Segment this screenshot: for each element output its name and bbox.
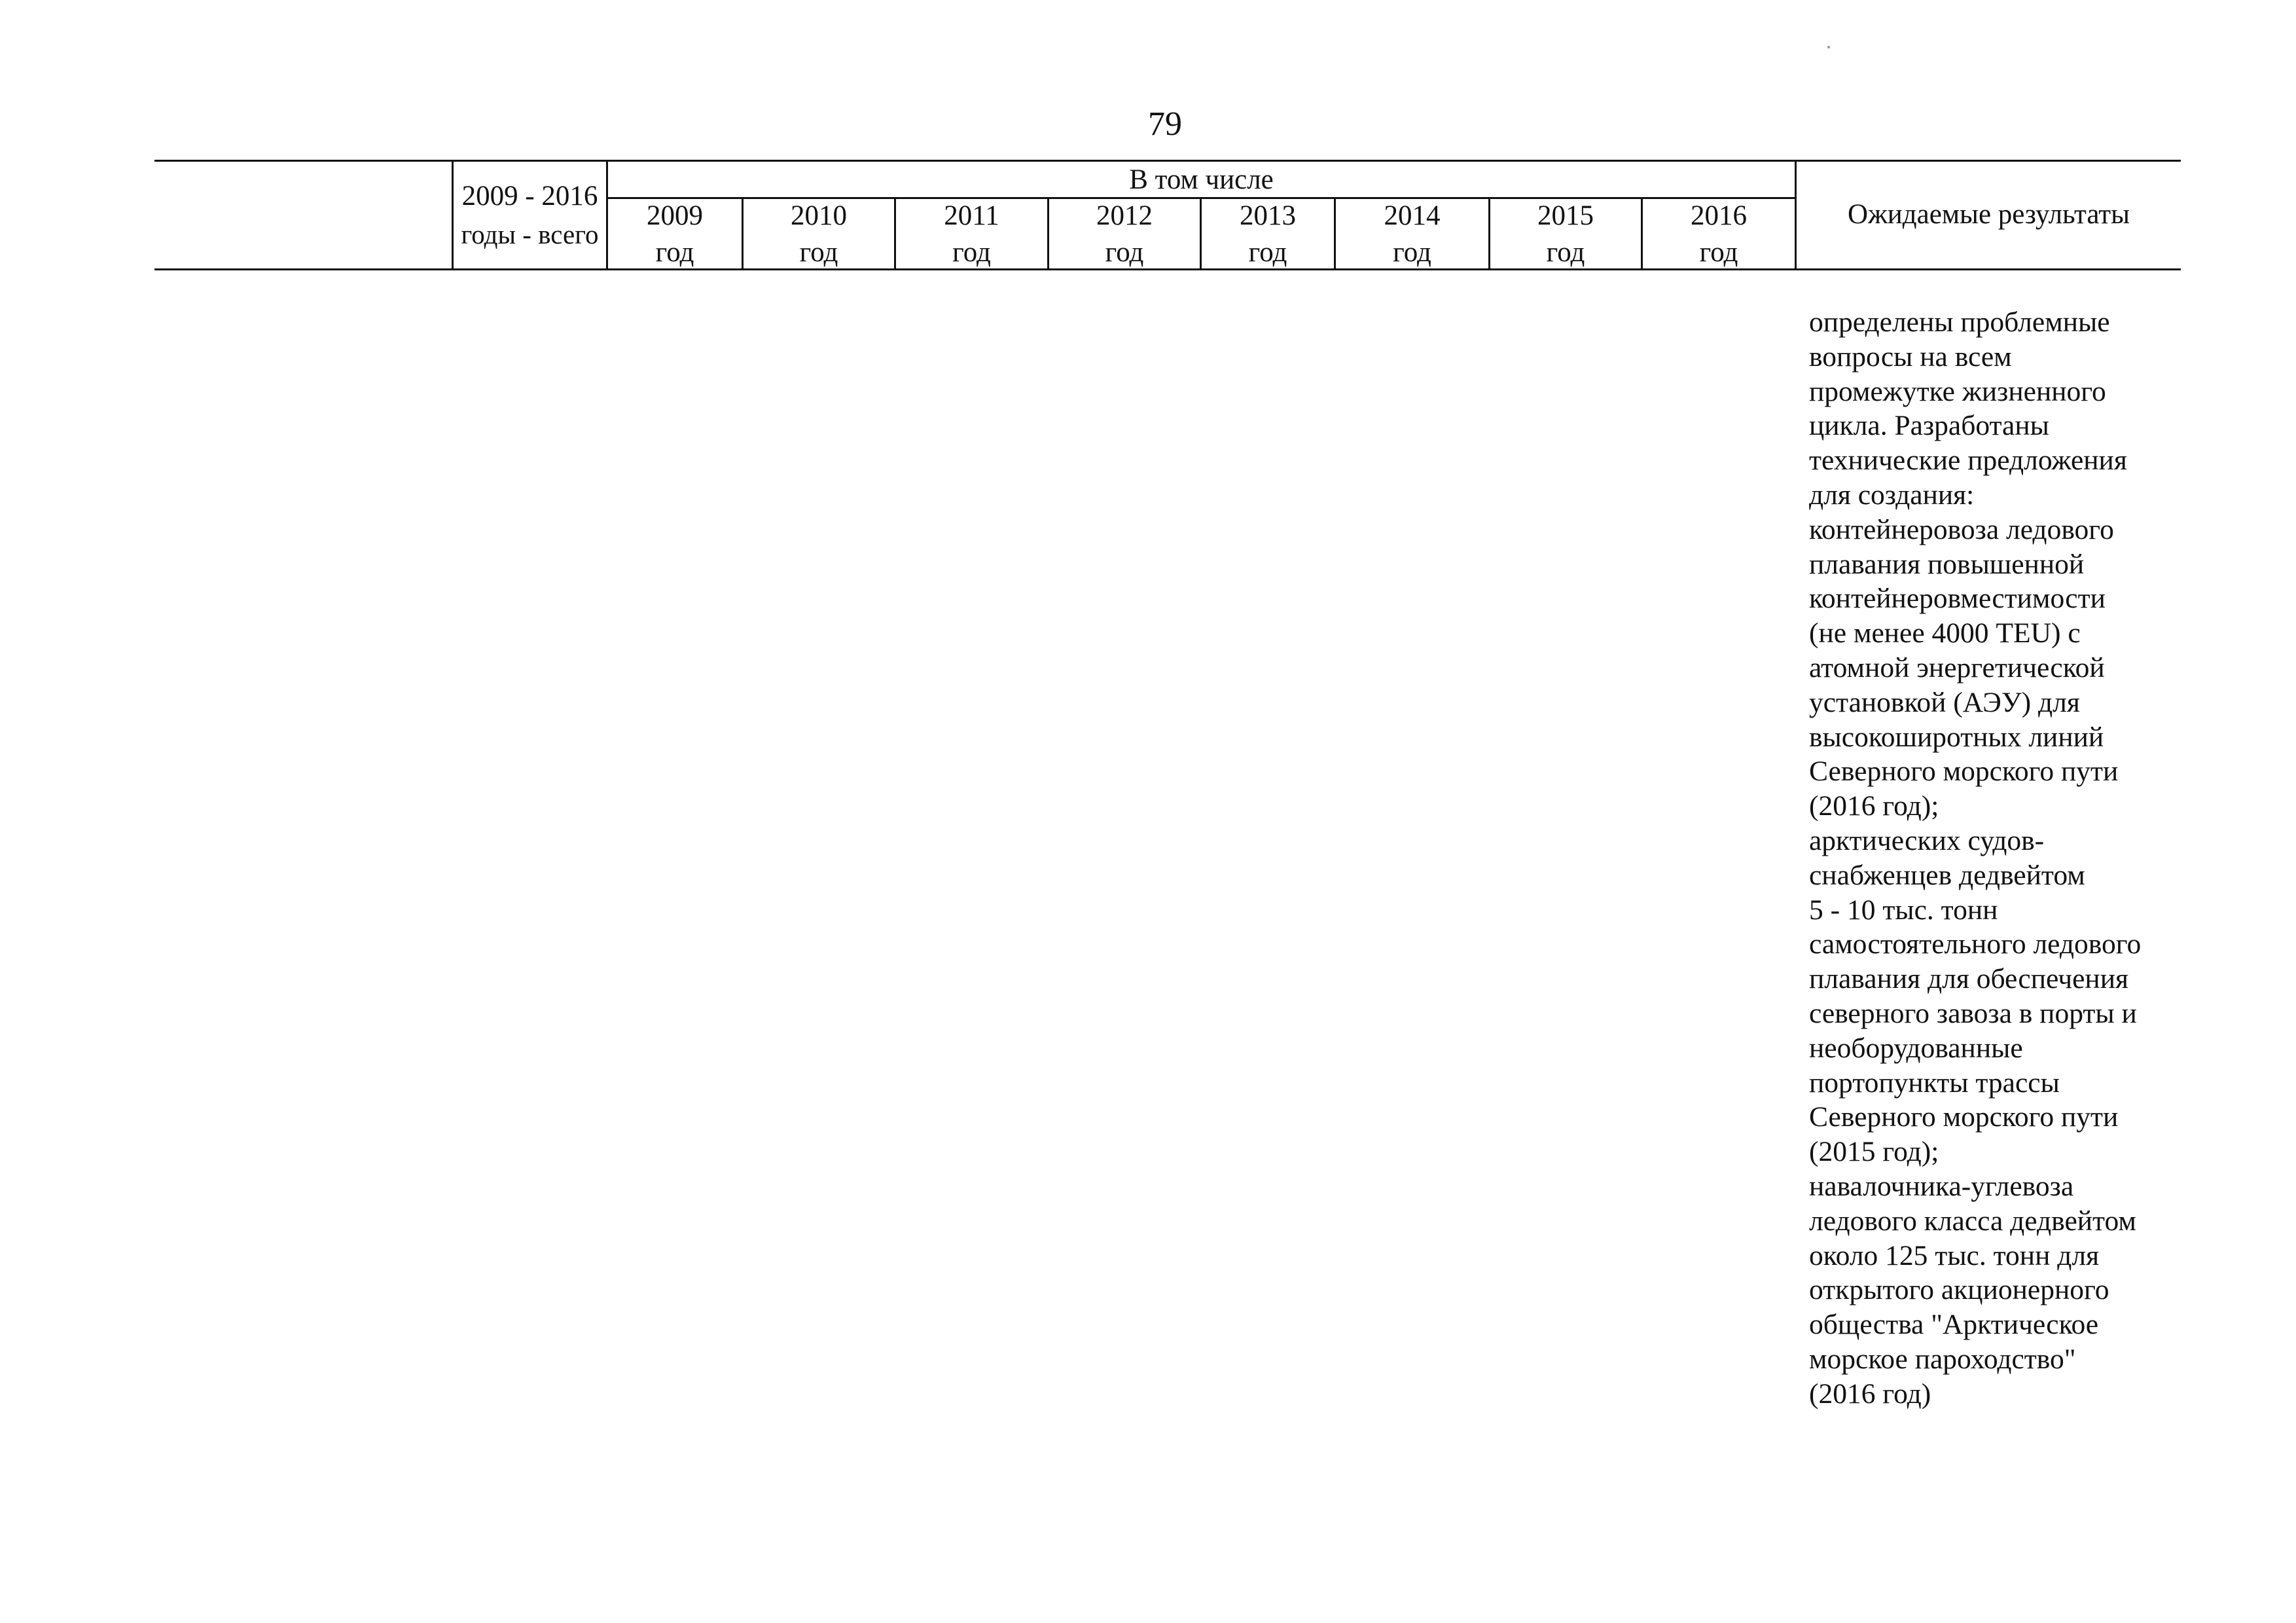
- results-line: (не менее 4000 TEU) с: [1809, 617, 2081, 649]
- results-line: снабженцев дедвейтом: [1809, 859, 2085, 891]
- year-2016-unit: год: [1699, 237, 1738, 268]
- results-line: установкой (АЭУ) для: [1809, 686, 2080, 718]
- year-2010: 2010: [791, 200, 847, 231]
- including-header: В том числе: [1129, 164, 1274, 195]
- results-line: (2016 год);: [1809, 790, 1939, 822]
- column-divider: [452, 160, 454, 270]
- page-number: 79: [1148, 105, 1182, 143]
- year-2013-unit: год: [1248, 237, 1287, 268]
- year-2010-unit: год: [799, 237, 838, 268]
- year-2016: 2016: [1691, 200, 1747, 231]
- results-line: определены проблемные: [1809, 306, 2110, 338]
- results-line: промежутке жизненного: [1809, 375, 2106, 407]
- total-header-line1: 2009 - 2016: [461, 181, 598, 211]
- results-line: портопункты трассы: [1809, 1067, 2060, 1099]
- table-bottom-rule: [154, 268, 2181, 270]
- expected-results-text: [1809, 305, 2202, 1412]
- results-line: контейнеровоза ледового: [1809, 513, 2114, 545]
- results-line: арктических судов-: [1809, 824, 2045, 856]
- results-line: открытого акционерного: [1809, 1274, 2109, 1306]
- results-line: навалочника-углевоза: [1809, 1170, 2074, 1202]
- year-2009-unit: год: [655, 237, 694, 268]
- year-2011: 2011: [944, 200, 999, 231]
- results-line: плавания для обеспечения: [1809, 963, 2128, 995]
- results-line: около 125 тыс. тонн для: [1809, 1239, 2100, 1271]
- results-line: (2016 год): [1809, 1377, 1931, 1410]
- results-line: морское пароходство": [1809, 1343, 2076, 1375]
- year-2011-unit: год: [952, 237, 991, 268]
- year-2012-unit: год: [1105, 237, 1144, 268]
- results-line: самостоятельного ледового: [1809, 928, 2142, 960]
- year-2014: 2014: [1384, 200, 1441, 231]
- results-line: ледового класса дедвейтом: [1809, 1205, 2136, 1237]
- results-line: технические предложения: [1809, 445, 2127, 477]
- year-2015: 2015: [1537, 200, 1594, 231]
- results-line: Северного морского пути: [1809, 756, 2119, 788]
- results-line: контейнеровместимости: [1809, 583, 2106, 615]
- results-header: Ожидаемые результаты: [1848, 199, 2130, 230]
- results-line: для создания:: [1809, 479, 1975, 511]
- year-2009: 2009: [647, 200, 703, 231]
- scan-speck: [1827, 46, 1830, 48]
- results-line: (2015 год);: [1809, 1136, 1939, 1168]
- results-line: необорудованные: [1809, 1032, 2023, 1064]
- results-line: северного завоза в порты и: [1809, 997, 2137, 1029]
- results-line: плавания повышенной: [1809, 548, 2085, 580]
- results-line: общества "Арктическое: [1809, 1309, 2099, 1341]
- table-top-rule: [154, 160, 2181, 162]
- year-2012: 2012: [1096, 200, 1153, 231]
- results-line: Северного морского пути: [1809, 1101, 2119, 1133]
- results-line: атомной энергетической: [1809, 651, 2105, 684]
- results-line: высокоширотных линий: [1809, 721, 2104, 753]
- year-2013: 2013: [1240, 200, 1296, 231]
- results-line: вопросы на всем: [1809, 340, 2012, 373]
- results-line: 5 - 10 тыс. тонн: [1809, 894, 1998, 926]
- total-header-line2: годы - всего: [461, 219, 599, 249]
- year-2015-unit: год: [1546, 237, 1585, 268]
- results-line: цикла. Разработаны: [1809, 410, 2049, 442]
- year-2014-unit: год: [1393, 237, 1431, 268]
- subheader-rule: [607, 197, 1796, 199]
